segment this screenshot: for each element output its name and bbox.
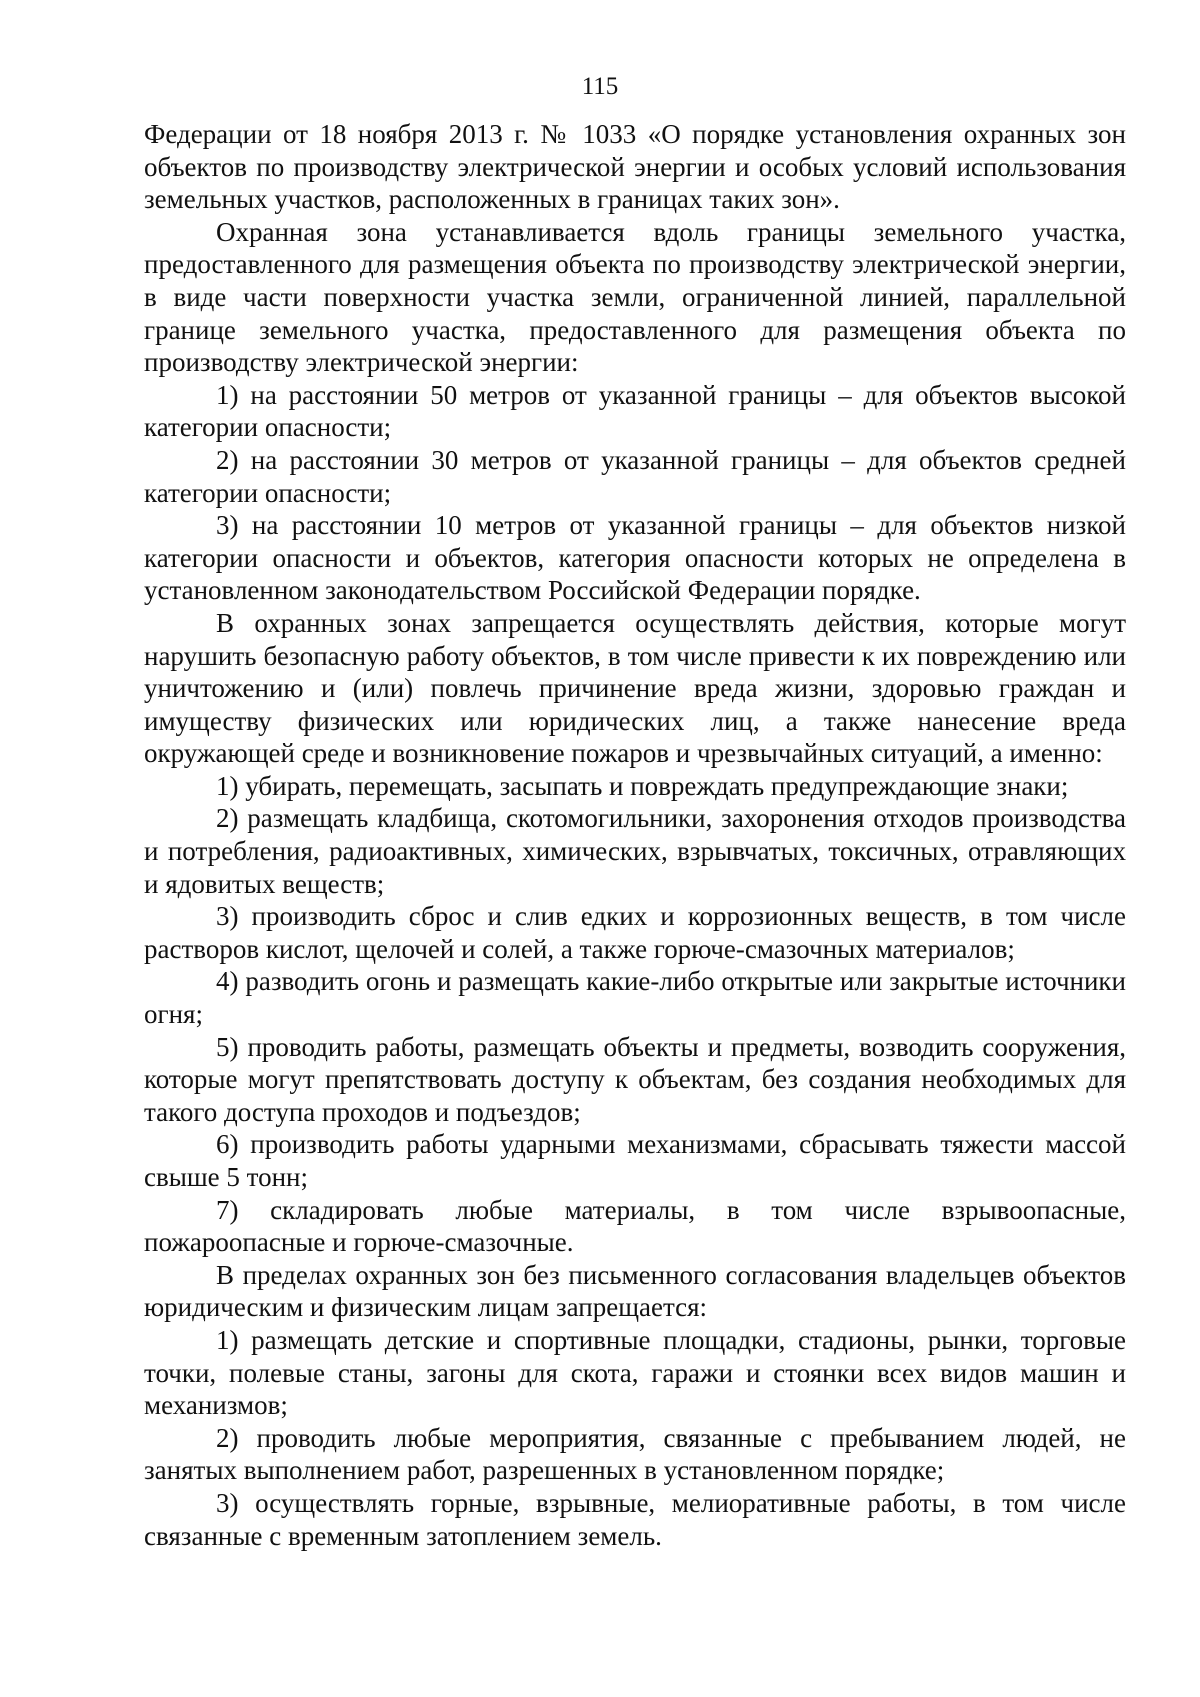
paragraph-continuation: Федерации от 18 ноября 2013 г. № 1033 «О порядке установления охранных зон объектов по производству электрической энергии и особых условий использования земельных участков, расположенных в границах таких зон». [144, 119, 1126, 215]
paragraph-protection-zone: Охранная зона устанавливается вдоль границы земельного участка, предоставленного для размещения объекта по производству электрической энергии, в виде части поверхности участка земли, ограниченной линией, параллельной границе земельного участка, предоставленного для размещения объекта по производству электрической энергии: [144, 216, 1126, 378]
list-item-zone-2: 2) на расстоянии 30 метров от указанной границы – для объектов средней категории опасности; [144, 444, 1126, 508]
list-item-prohibited-1: 1) убирать, перемещать, засыпать и повреждать предупреждающие знаки; [216, 770, 1069, 801]
list-item-zone-3: 3) на расстоянии 10 метров от указанной границы – для объектов низкой категории опасности и объектов, категория опасности которых не определена в установленном законодательством Российской Федерации порядке. [144, 510, 1126, 606]
list-item-consent-1: 1) размещать детские и спортивные площадки, стадионы, рынки, торговые точки, полевые станы, загоны для скота, гаражи и стоянки всех видов машин и механизмов; [144, 1324, 1126, 1421]
paragraph-prohibited-actions: В охранных зонах запрещается осуществлять действия, которые могут нарушить безопасную работу объектов, в том числе привести к их повреждению или уничтожению и (или) повлечь причинение вреда жизни, здоровью граждан и имуществу физических или юридических лиц, а также нанесение вреда окружающей среде и возникновение пожаров и чрезвычайных ситуаций, а именно: [144, 607, 1126, 769]
list-item-prohibited-3: 3) производить сброс и слив едких и коррозионных веществ, в том числе растворов кислот, щелочей и солей, а также горюче-смазочных материалов; [144, 901, 1126, 964]
list-item-prohibited-4: 4) разводить огонь и размещать какие-либо открытые или закрытые источники огня; [144, 966, 1126, 1030]
list-item-prohibited-7: 7) складировать любые материалы, в том числе взрывоопасные, пожароопасные и горюче-смазочные. [144, 1194, 1126, 1258]
document-body [144, 118, 1126, 1552]
list-item-consent-3: 3) осуществлять горные, взрывные, мелиоративные работы, в том числе связанные с временным затоплением земель. [144, 1487, 1126, 1551]
list-item-prohibited-6: 6) производить работы ударными механизмами, сбрасывать тяжести массой свыше 5 тонн; [144, 1129, 1126, 1192]
page-number: 115 [581, 73, 619, 100]
list-item-prohibited-5: 5) проводить работы, размещать объекты и предметы, возводить сооружения, которые могут препятствовать доступу к объектам, без создания необходимых для такого доступа проходов и подъездов; [144, 1031, 1126, 1127]
list-item-zone-1: 1) на расстоянии 50 метров от указанной границы – для объектов высокой категории опасности; [144, 379, 1126, 443]
list-item-prohibited-2: 2) размещать кладбища, скотомогильники, захоронения отходов производства и потребления, радиоактивных, химических, взрывчатых, токсичных, отравляющих и ядовитых веществ; [144, 803, 1126, 899]
list-item-consent-2: 2) проводить любые мероприятия, связанные с пребыванием людей, не занятых выполнением работ, разрешенных в установленном порядке; [144, 1422, 1126, 1486]
paragraph-without-consent: В пределах охранных зон без письменного согласования владельцев объектов юридическим и физическим лицам запрещается: [144, 1259, 1126, 1323]
